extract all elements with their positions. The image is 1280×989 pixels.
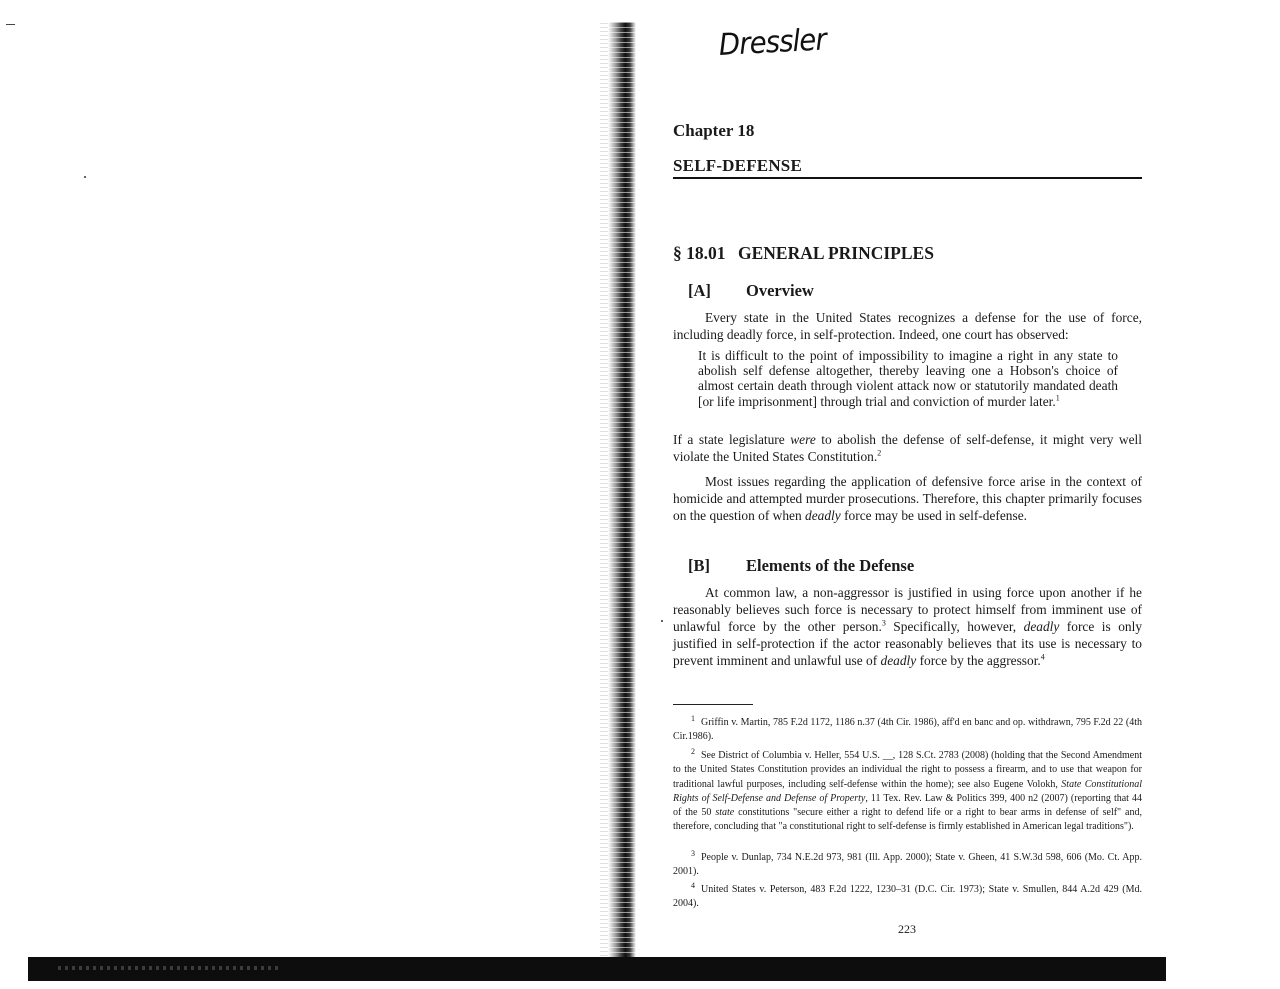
section-heading — [673, 243, 934, 264]
chapter-label: Chapter 18 — [673, 121, 755, 140]
chapter-title-rule — [673, 177, 1142, 179]
footnote-article-title: State Constitutional Rights of Self-Defense and Defense of Property — [673, 778, 1142, 804]
footnote-1: 1 Griffin v. Martin, 785 F.2d 1172, 1186 n.37 (4th Cir. 1986), aff'd en banc and op. withdrawn, 795 F.2d 22 (4th Cir.1986). — [673, 713, 1142, 743]
scanner-bottom-bar — [28, 957, 1166, 981]
section-title: GENERAL PRINCIPLES — [738, 243, 934, 263]
subsection-title: Elements of the Defense — [746, 556, 915, 575]
emphasis-text: were — [790, 432, 816, 447]
paragraph-text: At common law, a non-aggressor is justified in using force upon another if he reasonably believes such force is necessary to protect himself from imminent use of unlawful force by the other person. — [673, 585, 1142, 634]
footnote-text: , 11 Tex. Rev. Law & Politics 399, 400 n2 (2007) (reporting that 44 of the 50 — [673, 792, 1143, 819]
paragraph-text: force by the aggressor. — [916, 652, 1041, 668]
paragraph-homicide-context — [673, 474, 1142, 525]
footnote-2: 2 See District of Columbia v. Heller, 554 U.S. __, 128 S.Ct. 2783 (2008) (holding that the Second Amendment to the United States Constitution provides an individual the right to possess a firearm, and to use that weapon for traditional lawful purposes, including self-defense within the home); see also Eugene Volokh, State Constitutional Rights of Self-Defense and Defense of Property, 11 Tex. Rev. Law & Politics 399, 400 n2 (2007) (reporting that 44 of the 50 state constitutions "secure either a right to defend life or a right to bear arms in defense of self" and, therefore, concluding that "a constitutional right to self-defense is firmly established in American legal traditions"). — [673, 746, 1143, 833]
footnote-3: 3 People v. Dunlap, 734 N.E.2d 973, 981 (Ill. App. 2000); State v. Gheen, 41 S.W.3d 598, 606 (Mo. Ct. App. 2001). — [673, 848, 1142, 878]
footnote-text: People v. Dunlap, 734 N.E.2d 973, 981 (Ill. App. 2000); State v. Gheen, 41 S.W.3d 598, 606 (Mo. Ct. App. 2001). — [673, 852, 1142, 878]
emphasis-text: deadly — [1023, 618, 1060, 634]
paragraph-elements — [673, 585, 1142, 670]
quote-text: It is difficult to the point of impossibility to imagine a right in any state to abolish self defense altogether, thereby leaving one a Hobson's choice of almost certain death through violent attack now or statutorily mandated death [or life imprisonment] through trial and conviction of murder later. — [698, 348, 1118, 409]
subsection-letter: [B] — [688, 556, 710, 575]
chapter-title: SELF-DEFENSE — [673, 156, 802, 175]
handwritten-author-note: Dressler — [718, 22, 827, 63]
paragraph-text: Most issues regarding the application of defensive force arise in the context of homicide and attempted murder prosecutions. Therefore, this chapter primarily focuses on the question of when — [673, 474, 1142, 523]
book-gutter — [608, 22, 636, 960]
paragraph-text: Specifically, however, — [885, 618, 1024, 634]
section-number: § 18.01 — [673, 243, 726, 263]
footnote-text: Griffin v. Martin, 785 F.2d 1172, 1186 n.37 (4th Cir. 1986), aff'd en banc and op. withdrawn, 795 F.2d 22 (4th Cir.1986). — [673, 717, 1142, 743]
footnote-separator — [673, 704, 753, 705]
footnote-ref[interactable]: 4 — [1040, 652, 1045, 662]
subsection-title: Overview — [746, 281, 814, 300]
footnote-ref[interactable]: 1 — [1055, 393, 1060, 403]
footnote-ref[interactable]: 2 — [877, 448, 882, 458]
footnote-text: United States v. Peterson, 483 F.2d 1222, 1230–31 (D.C. Cir. 1973); State v. Smullen, 844 A.2d 429 (Md. 2004). — [673, 884, 1142, 910]
paragraph-text: to abolish the defense of self-defense, it might very well violate the United States Constitution. — [673, 432, 1142, 464]
footnote-ref[interactable]: 3 — [881, 618, 886, 628]
page-number: 223 — [898, 922, 916, 936]
subsection-heading-a — [688, 281, 814, 301]
paragraph-text: force is only justified in self-protection if the actor reasonably believes that its use is necessary to prevent imminent and unlawful use of — [673, 618, 1143, 668]
paragraph-constitution — [673, 432, 1142, 466]
footnote-4: 4 United States v. Peterson, 483 F.2d 1222, 1230–31 (D.C. Cir. 1973); State v. Smullen, 844 A.2d 429 (Md. 2004). — [673, 880, 1142, 910]
scan-speck — [84, 176, 86, 178]
footnote-text: constitutions "secure either a right to defend life or a right to bear arms in defense of self" and, therefore, concluding that "a constitutional right to self-defense is firmly established in American legal traditions"). — [673, 807, 1142, 833]
emphasis-text: deadly — [805, 507, 841, 523]
subsection-heading-b — [688, 556, 914, 576]
paragraph-text: force may be used in self-defense. — [840, 507, 1028, 523]
scan-mark — [6, 24, 15, 25]
footnote-text: See District of Columbia v. Heller, 554 U.S. __, 128 S.Ct. 2783 (2008) (holding that the Second Amendment to the United States Constitution provides an individual the right to possess a firearm, and to use that weapon for traditional lawful purposes, including self-defense within the home); see also Eugene Volokh, — [673, 750, 1142, 790]
paragraph-text: If a state legislature — [673, 432, 791, 447]
subsection-letter: [A] — [688, 281, 711, 300]
emphasis-text: deadly — [880, 652, 917, 668]
emphasis-text: state — [715, 807, 735, 819]
block-quote — [698, 348, 1118, 409]
paragraph-overview-intro: Every state in the United States recognizes a defense for the use of force, including deadly force, in self-protection. Indeed, one court has observed: — [673, 310, 1142, 342]
scan-speck — [661, 620, 663, 622]
